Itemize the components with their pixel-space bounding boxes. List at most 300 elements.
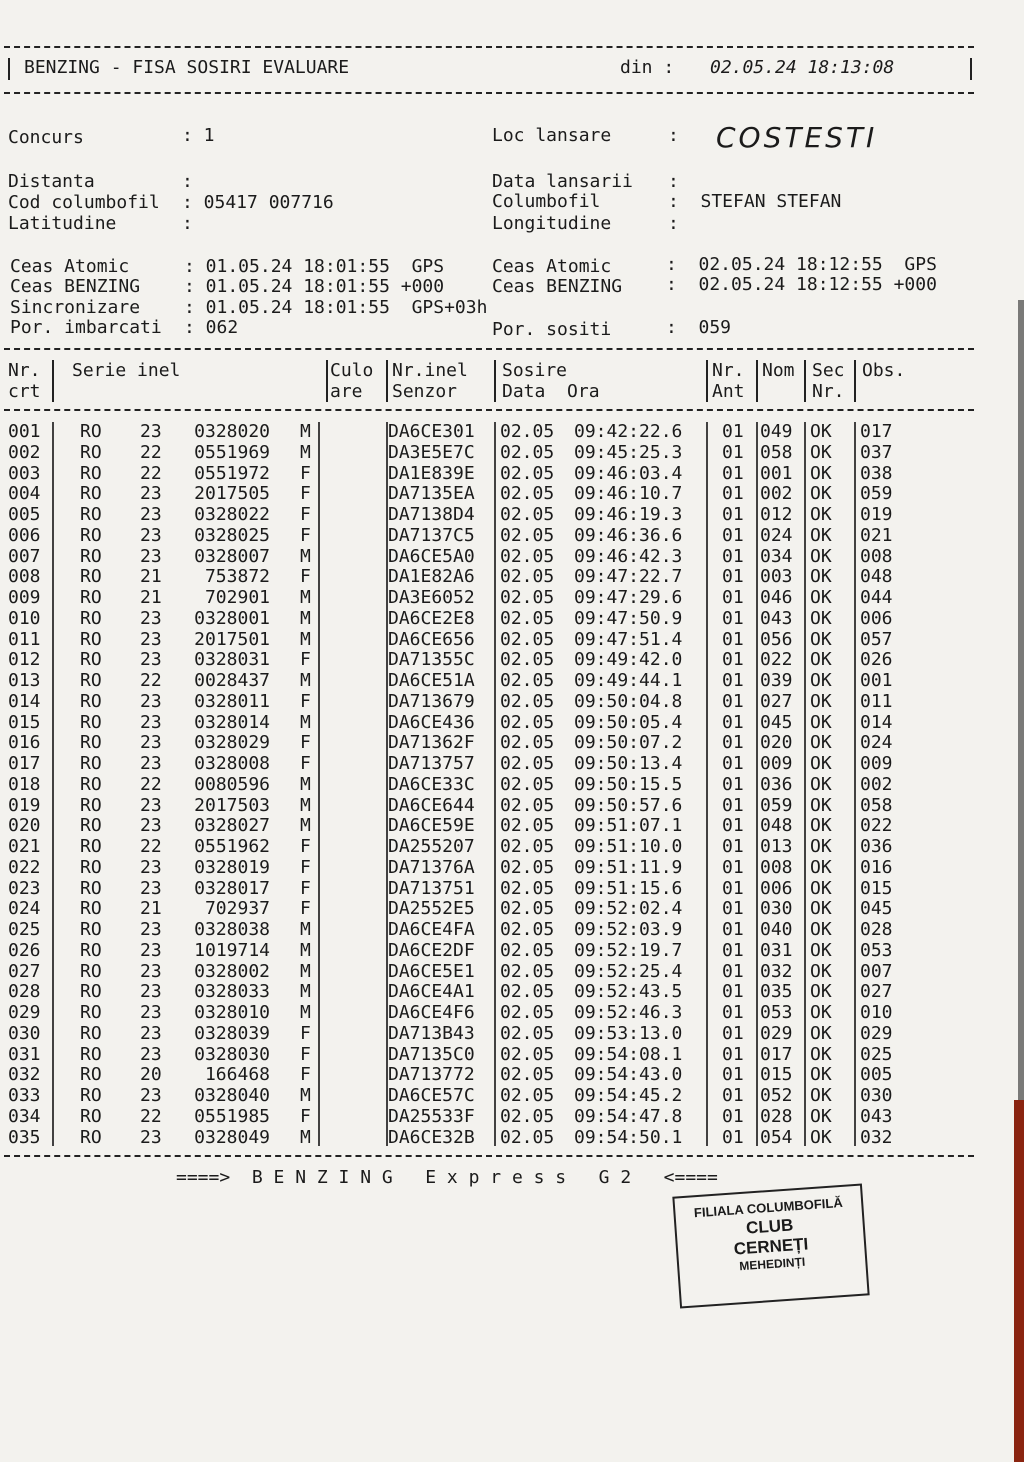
cell-obs: 036 [860,836,893,857]
cell-nr-crt: 029 [8,1002,41,1023]
cell-sec-status: OK [810,587,832,608]
cell-obs: 043 [860,1105,893,1127]
cell-country: RO [80,939,102,961]
header-top-rule [4,46,974,48]
cell-nr-ant: 01 [722,607,744,629]
cell-ring-number: 0328020 [194,421,270,442]
header-culoare-line2: are [330,381,363,402]
cell-sex: M [300,919,311,940]
columbofil-label: Columbofil [492,191,601,212]
cell-date: 02.05 [500,1002,555,1023]
cell-nr-ant: 01 [722,960,744,982]
column-separator [494,360,496,402]
header-sosire-line1: Sosire [502,360,568,381]
cell-obs: 014 [860,711,893,733]
cell-date: 02.05 [500,421,555,442]
cell-year: 22 [140,462,162,484]
column-separator [804,422,806,1146]
cell-year: 23 [140,1043,162,1065]
cell-nr-crt: 015 [8,711,41,733]
cell-sec-status: OK [810,877,832,899]
cell-sensor: DA3E5E7C [388,441,475,463]
ceas-benzing-right-value: : 02.05.24 18:12:55 +000 [666,274,937,295]
ceas-atomic-right-label: Ceas Atomic [492,256,612,277]
cell-time: 09:45:25.3 [574,441,683,463]
cell-sensor: DA25533F [388,1105,475,1127]
cell-sensor: DA6CE5A0 [388,545,475,567]
cell-obs: 007 [860,960,893,982]
cell-sec-status: OK [810,504,832,525]
cell-year: 23 [140,628,162,650]
cell-nom: 003 [760,566,793,588]
cell-nr-crt: 010 [8,607,41,629]
cell-country: RO [80,649,102,671]
cell-date: 02.05 [500,1126,555,1148]
cell-nr-crt: 024 [8,898,41,920]
cell-sensor: DA6CE4FA [388,919,475,940]
club-stamp [672,1184,869,1309]
cell-time: 09:42:22.6 [574,421,683,442]
cell-nom: 020 [760,732,793,754]
cell-nr-crt: 016 [8,732,41,754]
cell-sensor: DA6CE57C [388,1085,475,1106]
cell-year: 23 [140,1126,162,1148]
cell-date: 02.05 [500,504,555,525]
cell-obs: 048 [860,566,893,588]
cell-obs: 029 [860,1022,893,1044]
cell-nom: 058 [760,441,793,463]
cell-nr-ant: 01 [722,1022,744,1044]
cell-obs: 009 [860,753,893,774]
cell-sex: F [300,836,311,857]
cell-date: 02.05 [500,524,555,546]
cell-nr-crt: 004 [8,483,41,505]
cell-time: 09:49:42.0 [574,649,683,671]
cell-date: 02.05 [500,836,555,857]
cell-nom: 053 [760,1002,793,1023]
column-separator [756,422,758,1146]
cell-nr-ant: 01 [722,898,744,920]
cell-obs: 030 [860,1085,893,1106]
cell-sec-status: OK [810,483,832,505]
cell-date: 02.05 [500,960,555,982]
cell-sensor: DA7135C0 [388,1043,475,1065]
cell-country: RO [80,898,102,920]
cell-sensor: DA71376A [388,856,475,878]
cell-sec-status: OK [810,1043,832,1065]
footer-brand: ====> B E N Z I N G E x p r e s s G 2 <==== [176,1167,718,1188]
cell-year: 23 [140,960,162,982]
header-nr-line1: Nr. [8,360,41,381]
cell-obs: 059 [860,483,893,505]
ceas-atomic-left-value: : 01.05.24 18:01:55 GPS [184,256,445,277]
cell-nom: 036 [760,773,793,795]
cell-obs: 008 [860,545,893,567]
latitudine-label: Latitudine [8,213,117,234]
cell-obs: 045 [860,898,893,920]
cell-nr-crt: 001 [8,421,41,442]
cell-sensor: DA7135EA [388,483,475,505]
cell-nr-crt: 023 [8,877,41,899]
cell-nr-ant: 01 [722,981,744,1003]
cell-nr-ant: 01 [722,421,744,442]
cell-nr-crt: 002 [8,441,41,463]
cell-country: RO [80,483,102,505]
cell-date: 02.05 [500,711,555,733]
cell-date: 02.05 [500,1085,555,1106]
cell-nom: 027 [760,690,793,712]
cell-ring-number: 0328030 [194,1043,270,1065]
cell-year: 23 [140,607,162,629]
cell-nr-ant: 01 [722,711,744,733]
cell-country: RO [80,441,102,463]
cell-nom: 046 [760,587,793,608]
cell-year: 23 [140,981,162,1003]
cell-nr-ant: 01 [722,1085,744,1106]
cell-ring-number: 0551962 [194,836,270,857]
cell-sec-status: OK [810,732,832,754]
cell-country: RO [80,1064,102,1086]
cell-nr-ant: 01 [722,753,744,774]
cell-nr-ant: 01 [722,1126,744,1148]
cell-nom: 059 [760,794,793,816]
cell-nom: 048 [760,815,793,837]
cell-country: RO [80,877,102,899]
cell-sec-status: OK [810,919,832,940]
cell-sex: M [300,628,311,650]
cell-year: 22 [140,670,162,691]
cell-nr-crt: 009 [8,587,41,608]
cell-time: 09:53:13.0 [574,1022,683,1044]
cell-ring-number: 753872 [204,566,270,588]
cell-date: 02.05 [500,919,555,940]
header-obs-line1: Obs. [862,360,906,381]
cell-nr-ant: 01 [722,483,744,505]
cell-nr-ant: 01 [722,877,744,899]
cell-date: 02.05 [500,441,555,463]
loc-lansare-label: Loc lansare [492,125,612,146]
cell-nr-crt: 019 [8,794,41,816]
cell-obs: 021 [860,524,893,546]
column-separator [854,422,856,1146]
cell-date: 02.05 [500,462,555,484]
cell-sex: M [300,670,311,691]
header-serie-line1: Serie inel [72,360,181,381]
cell-time: 09:51:10.0 [574,836,683,857]
cell-time: 09:54:47.8 [574,1105,683,1127]
cell-time: 09:50:15.5 [574,773,683,795]
cell-date: 02.05 [500,1022,555,1044]
cell-nom: 032 [760,960,793,982]
stamp-line4: MEHEDINȚI [738,1254,806,1274]
cell-nr-crt: 007 [8,545,41,567]
cell-sensor: DA713751 [388,877,475,899]
cell-nr-ant: 01 [722,1105,744,1127]
cell-date: 02.05 [500,981,555,1003]
cell-sex: M [300,1085,311,1106]
cell-year: 21 [140,566,162,588]
column-separator [706,422,708,1146]
cell-year: 23 [140,421,162,442]
cell-sec-status: OK [810,898,832,920]
cell-nom: 001 [760,462,793,484]
cell-sec-status: OK [810,981,832,1003]
ceas-atomic-left-label: Ceas Atomic [10,256,130,277]
cell-obs: 037 [860,441,893,463]
cell-time: 09:54:43.0 [574,1064,683,1086]
cell-sensor: DA1E82A6 [388,566,475,588]
cell-time: 09:46:03.4 [574,462,683,484]
header-culoare-line1: Culo [330,360,374,381]
cell-sec-status: OK [810,773,832,795]
cell-sec-status: OK [810,1085,832,1106]
cell-sensor: DA71362F [388,732,475,754]
cell-sensor: DA6CE656 [388,628,475,650]
cell-sex: F [300,732,311,754]
column-separator [706,360,708,402]
cell-obs: 001 [860,670,893,691]
ceas-atomic-right-value: : 02.05.24 18:12:55 GPS [666,254,937,275]
cell-year: 23 [140,939,162,961]
cell-obs: 025 [860,1043,893,1065]
header-sec-line2: Nr. [812,381,845,402]
cell-sensor: DA713757 [388,753,475,774]
header-nrant-line2: Ant [712,381,745,402]
cell-sensor: DA6CE59E [388,815,475,837]
table-bottom-rule [4,1155,974,1157]
cell-nom: 008 [760,856,793,878]
cell-sec-status: OK [810,670,832,691]
cell-sex: F [300,504,311,525]
cell-nom: 040 [760,919,793,940]
cell-time: 09:46:19.3 [574,504,683,525]
cell-country: RO [80,504,102,525]
cell-sensor: DA6CE5E1 [388,960,475,982]
cell-date: 02.05 [500,670,555,691]
cell-time: 09:52:02.4 [574,898,683,920]
cell-sensor: DA1E839E [388,462,475,484]
cell-sensor: DA713B43 [388,1022,475,1044]
stamp-line2: CLUB [745,1215,794,1238]
document-title: BENZING - FISA SOSIRI EVALUARE [24,57,350,78]
cell-nr-crt: 017 [8,753,41,774]
cell-obs: 024 [860,732,893,754]
column-separator [52,422,54,1146]
scan-edge-dark [1018,300,1024,1100]
cell-obs: 053 [860,939,893,961]
cell-date: 02.05 [500,815,555,837]
loc-lansare-colon: : [668,125,679,146]
cell-obs: 010 [860,1002,893,1023]
header-nrant-line1: Nr. [712,360,745,381]
cell-sensor: DA6CE436 [388,711,475,733]
cell-sensor: DA2552E5 [388,898,475,920]
cell-ring-number: 0328007 [194,545,270,567]
cell-nr-ant: 01 [722,690,744,712]
ceas-benzing-left-label: Ceas BENZING [10,276,141,297]
cell-time: 09:50:07.2 [574,732,683,754]
cell-sec-status: OK [810,856,832,878]
header-left-bar [8,58,10,80]
cell-country: RO [80,1085,102,1106]
cell-sex: F [300,877,311,899]
cell-obs: 006 [860,607,893,629]
cell-sensor: DA6CE32B [388,1126,475,1148]
cell-date: 02.05 [500,1064,555,1086]
cell-nr-ant: 01 [722,1064,744,1086]
cell-nr-ant: 01 [722,794,744,816]
cell-nr-ant: 01 [722,1002,744,1023]
cell-country: RO [80,607,102,629]
cell-nom: 012 [760,504,793,525]
cell-sex: F [300,1105,311,1127]
cell-sensor: DA7137C5 [388,524,475,546]
cell-sensor: DA6CE2E8 [388,607,475,629]
cell-nr-ant: 01 [722,441,744,463]
cell-sec-status: OK [810,421,832,442]
cell-obs: 022 [860,815,893,837]
cell-sex: F [300,898,311,920]
cell-ring-number: 0328033 [194,981,270,1003]
cell-date: 02.05 [500,753,555,774]
cell-year: 23 [140,524,162,546]
cell-ring-number: 0328010 [194,1002,270,1023]
cell-time: 09:54:50.1 [574,1126,683,1148]
por-imbarcati-label: Por. imbarcati [10,317,162,338]
cod-columbofil-label: Cod columbofil [8,192,160,213]
cell-nom: 009 [760,753,793,774]
cell-obs: 005 [860,1064,893,1086]
cell-nr-ant: 01 [722,504,744,525]
cell-time: 09:52:03.9 [574,919,683,940]
cell-country: RO [80,815,102,837]
cell-nr-ant: 01 [722,462,744,484]
cell-nr-ant: 01 [722,836,744,857]
cell-country: RO [80,919,102,940]
cell-time: 09:52:25.4 [574,960,683,982]
cell-obs: 028 [860,919,893,940]
cell-nom: 054 [760,1126,793,1148]
cell-date: 02.05 [500,566,555,588]
cell-time: 09:52:46.3 [574,1002,683,1023]
cell-nom: 043 [760,607,793,629]
cell-sec-status: OK [810,836,832,857]
cell-nom: 031 [760,939,793,961]
header-nrinel-line2: Senzor [392,381,458,402]
cell-sec-status: OK [810,628,832,650]
cell-ring-number: 2017501 [194,628,270,650]
cell-sensor: DA6CE33C [388,773,475,795]
cell-country: RO [80,545,102,567]
cell-country: RO [80,732,102,754]
cell-obs: 044 [860,587,893,608]
cell-sec-status: OK [810,794,832,816]
cell-sex: F [300,462,311,484]
cell-ring-number: 702901 [204,587,270,608]
cell-ring-number: 0328038 [194,919,270,940]
cell-nom: 035 [760,981,793,1003]
cell-sec-status: OK [810,1022,832,1044]
cell-sex: F [300,1043,311,1065]
cell-year: 23 [140,815,162,837]
cell-country: RO [80,587,102,608]
cell-country: RO [80,1126,102,1148]
cell-nr-crt: 006 [8,524,41,546]
cell-date: 02.05 [500,898,555,920]
cell-sex: F [300,524,311,546]
cell-year: 23 [140,1002,162,1023]
cell-country: RO [80,524,102,546]
cell-date: 02.05 [500,628,555,650]
cell-country: RO [80,773,102,795]
cell-time: 09:51:07.1 [574,815,683,837]
cell-date: 02.05 [500,649,555,671]
data-lansarii-label: Data lansarii [492,171,633,192]
cell-nr-crt: 020 [8,815,41,837]
cell-sex: M [300,815,311,837]
cell-country: RO [80,836,102,857]
cell-sex: F [300,483,311,505]
cell-year: 23 [140,504,162,525]
cell-date: 02.05 [500,1105,555,1127]
ceas-benzing-left-value: : 01.05.24 18:01:55 +000 [184,276,445,297]
ceas-benzing-right-label: Ceas BENZING [492,276,623,297]
longitudine-colon: : [668,213,679,234]
cell-time: 09:52:43.5 [574,981,683,1003]
cell-nom: 052 [760,1085,793,1106]
cell-time: 09:47:51.4 [574,628,683,650]
cell-ring-number: 0328031 [194,649,270,671]
cell-obs: 016 [860,856,893,878]
data-lansarii-colon: : [668,171,679,192]
cell-year: 23 [140,690,162,712]
scan-edge-red [1014,1100,1024,1462]
cell-time: 09:46:36.6 [574,524,683,546]
cell-nom: 045 [760,711,793,733]
table-top-rule [4,348,974,350]
cell-nom: 017 [760,1043,793,1065]
cell-nom: 015 [760,1064,793,1086]
cell-nr-crt: 014 [8,690,41,712]
cell-ring-number: 0028437 [194,670,270,691]
cell-sensor: DA71355C [388,649,475,671]
concurs-value: : 1 [182,125,215,146]
cell-sensor: DA6CE51A [388,670,475,691]
cell-sex: M [300,1126,311,1148]
cell-year: 22 [140,836,162,857]
column-separator [318,422,320,1146]
cell-country: RO [80,628,102,650]
cell-sex: M [300,939,311,961]
column-separator [756,360,758,402]
cell-country: RO [80,670,102,691]
longitudine-label: Longitudine [492,213,612,234]
cell-year: 23 [140,1085,162,1106]
cell-sex: F [300,753,311,774]
sincronizare-value: : 01.05.24 18:01:55 GPS+03h [184,297,488,318]
column-separator [326,360,328,402]
cell-nr-crt: 028 [8,981,41,1003]
cell-ring-number: 0328001 [194,607,270,629]
cell-nom: 024 [760,524,793,546]
cell-nr-crt: 027 [8,960,41,982]
cell-date: 02.05 [500,483,555,505]
cell-sec-status: OK [810,1002,832,1023]
cell-year: 23 [140,856,162,878]
cell-year: 23 [140,483,162,505]
cell-date: 02.05 [500,732,555,754]
cell-sec-status: OK [810,753,832,774]
